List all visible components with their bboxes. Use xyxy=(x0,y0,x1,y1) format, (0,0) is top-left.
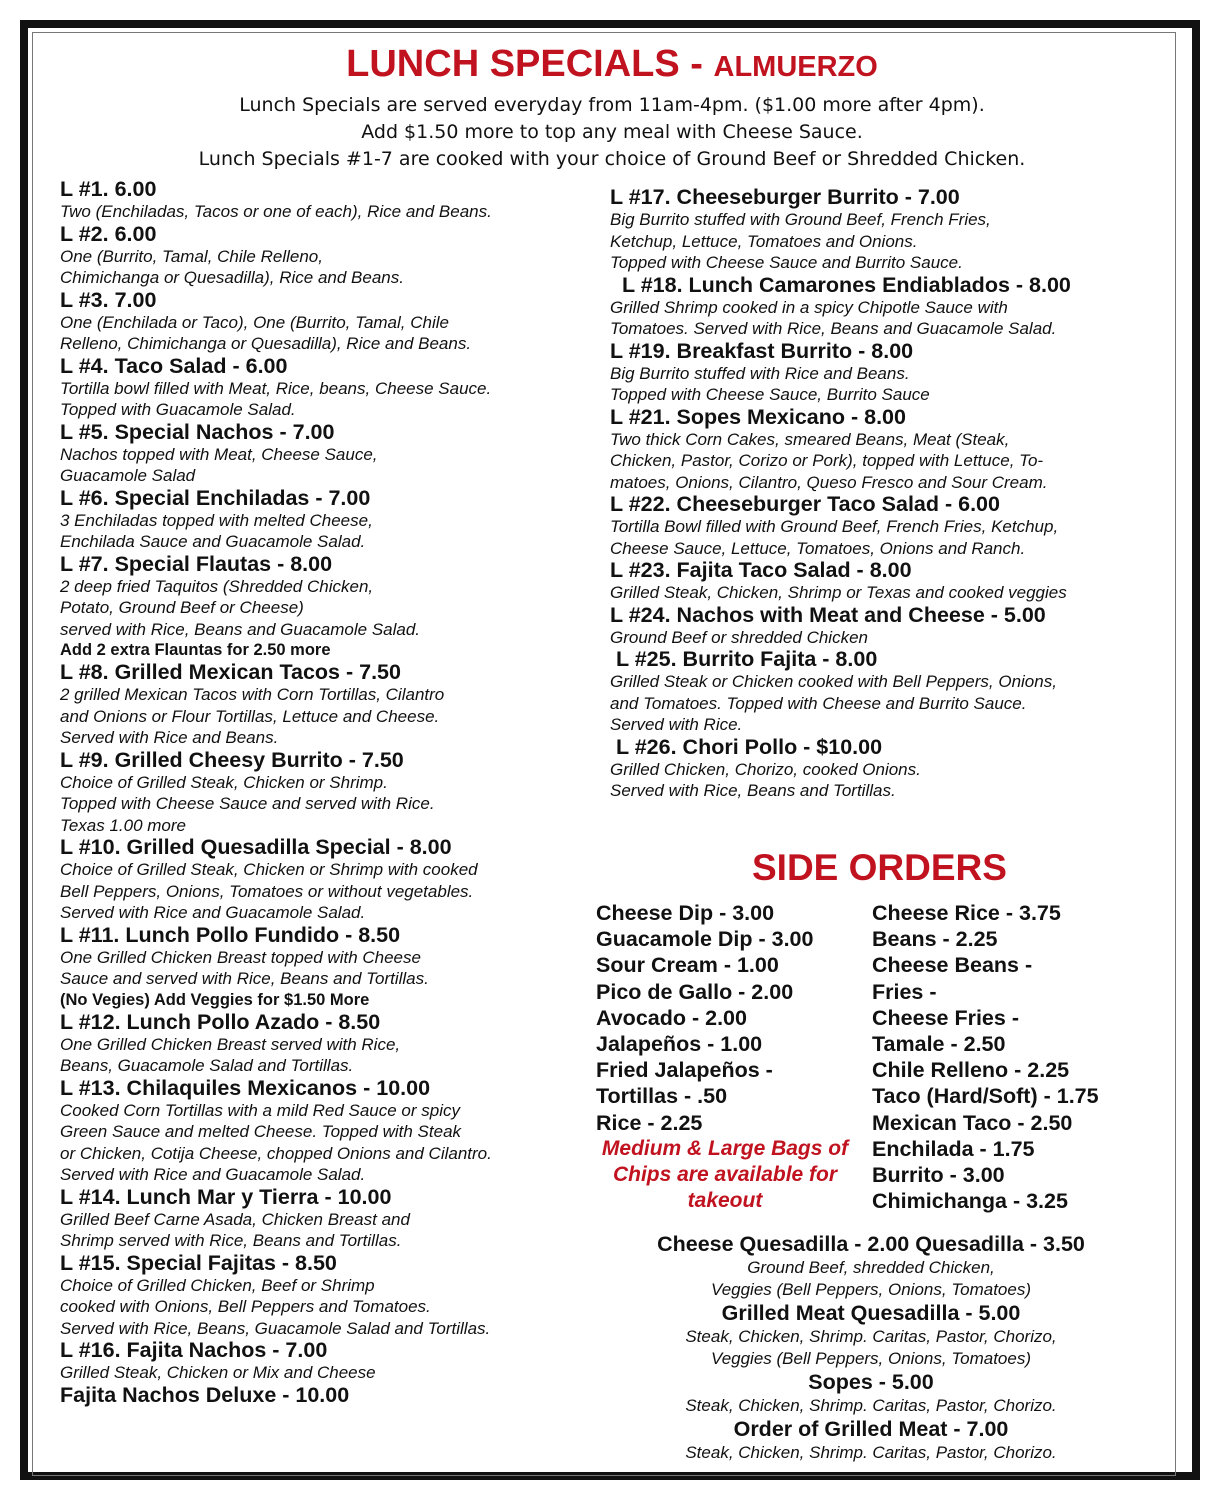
title-main: LUNCH SPECIALS - xyxy=(346,43,714,85)
item-name: L #10. Grilled Quesadilla Special - 8.00 xyxy=(60,835,452,859)
item-name: L #19. Breakfast Burrito - 8.00 xyxy=(610,338,914,363)
menu-item xyxy=(610,274,1170,340)
menu-item xyxy=(60,1011,590,1077)
menu-item xyxy=(610,736,1170,802)
side-orders-title: SIDE ORDERS xyxy=(752,847,1007,888)
side-item: Cheese Dip - 3.00 xyxy=(596,901,775,925)
item-name: L #7. Special Flautas - 8.00 xyxy=(60,551,333,576)
menu-item xyxy=(60,1384,590,1407)
quesadilla-item-desc: Ground Beef, shredded Chicken, xyxy=(747,1258,995,1277)
item-description: Two thick Corn Cakes, smeared Beans, Meat (Steak, Chicken, Pastor, Corizo or Pork), topped with Lettuce, To- matoes, Onions, Cilantro, Queso Fresco and Sour Cream. xyxy=(610,429,1048,492)
item-name: L #6. Special Enchiladas - 7.00 xyxy=(60,485,371,510)
item-description: Grilled Steak, Chicken, Shrimp or Texas and cooked veggies xyxy=(610,583,1067,602)
menu-item xyxy=(60,289,590,355)
menu-item xyxy=(60,749,590,837)
intro-text xyxy=(0,92,1224,173)
menu-item xyxy=(610,493,1170,559)
item-extra: (No Vegies) Add Veggies for $1.50 More xyxy=(60,990,370,1009)
side-item: Guacamole Dip - 3.00 xyxy=(596,927,814,952)
menu-item xyxy=(60,1077,590,1186)
side-item: Tamale - 2.50 xyxy=(872,1032,1006,1057)
side-item: Tortillas - .50 xyxy=(596,1084,728,1109)
side-item: Cheese Fries - xyxy=(872,1005,1019,1030)
item-name: L #1. 6.00 xyxy=(60,177,157,201)
item-description: Two (Enchiladas, Tacos or one of each), Rice and Beans. xyxy=(60,202,492,221)
item-description: Grilled Beef Carne Asada, Chicken Breast and Shrimp served with Rice, Beans and Tortillas. xyxy=(60,1209,410,1250)
menu-item xyxy=(60,355,590,421)
quesadilla-item-desc: Steak, Chicken, Shrimp. Caritas, Pastor, Chorizo, xyxy=(685,1327,1057,1346)
quesadilla-section xyxy=(598,1232,1144,1464)
item-description: One (Enchilada or Taco), One (Burrito, Tamal, Chile Relleno, Chimichanga or Quesadilla), Rice and Beans. xyxy=(60,312,472,353)
item-description: Big Burrito stuffed with Rice and Beans. Topped with Cheese Sauce, Burrito Sauce xyxy=(610,363,930,404)
item-description: 2 deep fried Taquitos (Shredded Chicken, Potato, Ground Beef or Cheese) served with Rice, Beans and Guacamole Salad. xyxy=(60,576,421,639)
side-orders-right-list xyxy=(872,900,1099,1214)
item-name: L #15. Special Fajitas - 8.50 xyxy=(60,1250,337,1275)
side-orders-left-list xyxy=(596,900,856,1214)
item-name: L #23. Fajita Taco Salad - 8.00 xyxy=(610,558,912,582)
item-name: L #2. 6.00 xyxy=(60,221,157,246)
side-item: Cheese Beans - xyxy=(872,953,1033,978)
side-item: Beans - 2.25 xyxy=(872,927,998,952)
menu-item xyxy=(610,340,1170,406)
item-name: L #21. Sopes Mexicano - 8.00 xyxy=(610,404,906,429)
item-name: L #4. Taco Salad - 6.00 xyxy=(60,353,288,378)
quesadilla-item-desc: Steak, Chicken, Shrimp. Caritas, Pastor, Chorizo. xyxy=(685,1443,1057,1462)
item-name: L #13. Chilaquiles Mexicanos - 10.00 xyxy=(60,1075,431,1100)
side-item: Chimichanga - 3.25 xyxy=(872,1189,1068,1214)
quesadilla-item-name: Order of Grilled Meat - 7.00 xyxy=(733,1417,1009,1441)
intro-line: Lunch Specials #1-7 are cooked with your choice of Ground Beef or Shredded Chicken. xyxy=(198,148,1026,170)
item-name: L #8. Grilled Mexican Tacos - 7.50 xyxy=(60,660,401,684)
item-description: Tortilla bowl filled with Meat, Rice, beans, Cheese Sauce. Topped with Guacamole Salad. xyxy=(60,378,492,419)
chips-takeout-note: Medium & Large Bags of Chips are available for takeout xyxy=(601,1136,849,1212)
page-title xyxy=(0,40,1224,91)
item-description: Choice of Grilled Steak, Chicken or Shrimp with cooked Bell Peppers, Onions, Tomatoes or without vegetables. Served with Rice and Guacamole Salad. xyxy=(60,860,478,922)
menu-item xyxy=(610,559,1170,604)
item-description: Grilled Steak or Chicken cooked with Bell Peppers, Onions, and Tomatoes. Topped with Cheese and Burrito Sauce. Served with Rice. xyxy=(610,672,1057,734)
menu-item xyxy=(60,178,590,223)
quesadilla-item-desc: Veggies (Bell Peppers, Onions, Tomatoes) xyxy=(710,1349,1032,1368)
side-item: Chile Relleno - 2.25 xyxy=(872,1058,1070,1083)
item-description: 2 grilled Mexican Tacos with Corn Tortillas, Cilantro and Onions or Flour Tortillas, Lettuce and Cheese. Served with Rice and Beans. xyxy=(60,685,445,747)
item-description: Choice of Grilled Chicken, Beef or Shrimp cooked with Onions, Bell Peppers and Tomatoes. Served with Rice, Beans, Guacamole Salad and Tortillas. xyxy=(60,1275,491,1338)
item-description: Big Burrito stuffed with Ground Beef, French Fries, Ketchup, Lettuce, Tomatoes and Onions. Topped with Cheese Sauce and Burrito Sauce. xyxy=(610,210,991,272)
item-description: One (Burrito, Tamal, Chile Relleno, Chimichanga or Quesadilla), Rice and Beans. xyxy=(60,246,404,287)
side-item: Fries - xyxy=(872,979,937,1004)
quesadilla-item-name: Sopes - 5.00 xyxy=(808,1370,934,1394)
item-description: Grilled Steak, Chicken or Mix and Cheese xyxy=(60,1363,376,1382)
side-item: Pico de Gallo - 2.00 xyxy=(596,979,794,1004)
quesadilla-item-desc: Veggies (Bell Peppers, Onions, Tomatoes) xyxy=(710,1280,1032,1299)
side-item: Jalapeños - 1.00 xyxy=(596,1032,763,1057)
title-subtitle: ALMUERZO xyxy=(713,51,878,83)
item-name: L #9. Grilled Cheesy Burrito - 7.50 xyxy=(60,747,404,772)
menu-item xyxy=(60,421,590,487)
side-item: Sour Cream - 1.00 xyxy=(596,953,779,978)
side-item: Rice - 2.25 xyxy=(596,1110,703,1135)
side-item: Cheese Rice - 3.75 xyxy=(872,901,1061,925)
item-name: L #3. 7.00 xyxy=(60,287,157,312)
right-menu-column xyxy=(610,186,1170,802)
item-name: L #18. Lunch Camarones Endiablados - 8.00 xyxy=(622,272,1071,297)
item-description: Grilled Chicken, Chorizo, cooked Onions. Served with Rice, Beans and Tortillas. xyxy=(610,759,921,800)
item-name: Fajita Nachos Deluxe - 10.00 xyxy=(60,1382,350,1407)
item-description: Nachos topped with Meat, Cheese Sauce, Guacamole Salad xyxy=(60,444,378,485)
side-item: Fried Jalapeños - xyxy=(596,1058,773,1083)
side-item: Burrito - 3.00 xyxy=(872,1163,1005,1188)
item-name: L #16. Fajita Nachos - 7.00 xyxy=(60,1338,328,1362)
side-item: Enchilada - 1.75 xyxy=(872,1136,1035,1161)
item-description: Tortilla Bowl filled with Ground Beef, French Fries, Ketchup, Cheese Sauce, Lettuce, Tomatoes, Onions and Ranch. xyxy=(610,517,1059,558)
intro-line: Lunch Specials are served everyday from 11am-4pm. ($1.00 more after 4pm). xyxy=(239,94,985,116)
menu-item xyxy=(610,406,1170,494)
item-name: L #25. Burrito Fajita - 8.00 xyxy=(616,647,878,671)
quesadilla-item-name: Cheese Quesadilla - 2.00 Quesadilla - 3.50 xyxy=(657,1232,1085,1256)
side-item: Avocado - 2.00 xyxy=(596,1005,747,1030)
menu-item xyxy=(60,1186,590,1252)
item-description: Grilled Shrimp cooked in a spicy Chipotle Sauce with Tomatoes. Served with Rice, Beans and Guacamole Salad. xyxy=(610,297,1057,338)
quesadilla-item-desc: Steak, Chicken, Shrimp. Caritas, Pastor, Chorizo. xyxy=(685,1396,1057,1415)
menu-item xyxy=(60,1252,590,1340)
item-description: 3 Enchiladas topped with melted Cheese, Enchilada Sauce and Guacamole Salad. xyxy=(60,510,373,551)
menu-item xyxy=(60,487,590,553)
item-name: L #26. Chori Pollo - $10.00 xyxy=(616,734,883,759)
menu-item xyxy=(610,186,1170,274)
item-description: Cooked Corn Tortillas with a mild Red Sauce or spicy Green Sauce and melted Cheese. Topped with Steak or Chicken, Cotija Cheese, chopped Onions and Cilantro. Served with Rice and Guacamole Salad. xyxy=(60,1100,492,1184)
menu-item xyxy=(610,648,1170,736)
item-description: Choice of Grilled Steak, Chicken or Shrimp. Topped with Cheese Sauce and served with Rice. Texas 1.00 more xyxy=(60,772,435,835)
item-name: L #24. Nachos with Meat and Cheese - 5.00 xyxy=(610,602,1046,627)
side-item: Mexican Taco - 2.50 xyxy=(872,1110,1073,1135)
left-menu-column xyxy=(60,178,590,1407)
item-name: L #5. Special Nachos - 7.00 xyxy=(60,419,335,444)
item-description: One Grilled Chicken Breast topped with Cheese Sauce and served with Rice, Beans and Tortillas. xyxy=(60,947,429,988)
item-name: L #22. Cheeseburger Taco Salad - 6.00 xyxy=(610,492,1000,516)
menu-item xyxy=(60,661,590,749)
item-name: L #12. Lunch Pollo Azado - 8.50 xyxy=(60,1009,381,1034)
item-description: Ground Beef or shredded Chicken xyxy=(610,627,868,647)
item-extra: Add 2 extra Flauntas for 2.50 more xyxy=(60,641,331,659)
quesadilla-item-name: Grilled Meat Quesadilla - 5.00 xyxy=(721,1301,1021,1325)
menu-item xyxy=(60,836,590,924)
menu-item xyxy=(60,924,590,1011)
item-description: One Grilled Chicken Breast served with Rice, Beans, Guacamole Salad and Tortillas. xyxy=(60,1034,401,1075)
menu-item xyxy=(610,604,1170,649)
menu-item xyxy=(60,1339,590,1384)
menu-item xyxy=(60,553,590,662)
item-name: L #14. Lunch Mar y Tierra - 10.00 xyxy=(60,1184,392,1209)
item-name: L #17. Cheeseburger Burrito - 7.00 xyxy=(610,185,960,209)
menu-item xyxy=(60,223,590,289)
item-name: L #11. Lunch Pollo Fundido - 8.50 xyxy=(60,922,401,947)
side-item: Taco (Hard/Soft) - 1.75 xyxy=(872,1084,1099,1109)
intro-line: Add $1.50 more to top any meal with Cheese Sauce. xyxy=(361,121,863,143)
